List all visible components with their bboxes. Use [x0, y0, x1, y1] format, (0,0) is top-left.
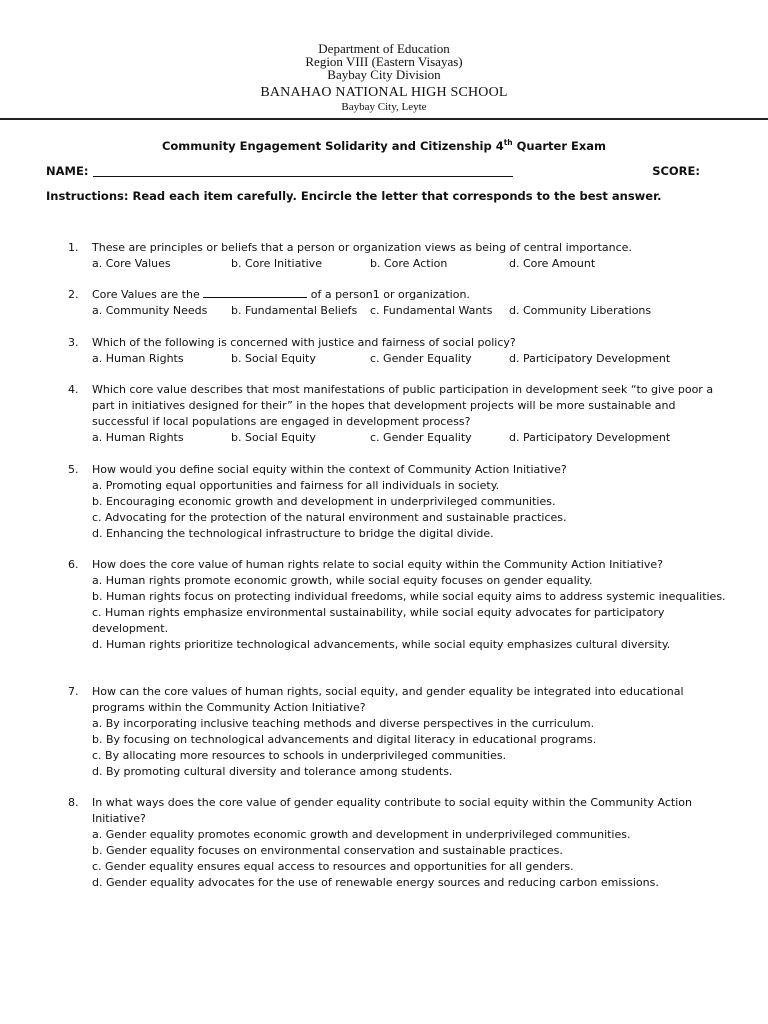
- question-number: 2.: [68, 288, 79, 301]
- question-text: How would you define social equity within the context of Community Action Initiative?: [92, 463, 567, 476]
- choices-row: [92, 256, 728, 272]
- choice-b[interactable]: b. Social Equity: [231, 431, 316, 444]
- choice-b[interactable]: b. Encouraging economic growth and development in underprivileged communities.: [92, 495, 556, 508]
- exam-title-main: Community Engagement Solidarity and Citizenship 4: [161, 138, 504, 153]
- choice-c[interactable]: c. By allocating more resources to schools in underprivileged communities.: [92, 749, 507, 762]
- name-blank-line[interactable]: [93, 176, 513, 177]
- region-line: Region VIII (Eastern Visayas): [305, 54, 463, 69]
- question-number: 3.: [68, 336, 79, 349]
- score-label: SCORE:: [652, 164, 700, 178]
- choice-d[interactable]: d. By promoting cultural diversity and tolerance among students.: [92, 765, 453, 778]
- question-4: [68, 382, 728, 446]
- question-number: 1.: [68, 241, 79, 254]
- choice-c[interactable]: b. Core Action: [370, 257, 448, 270]
- question-text-start: Core Values are the: [92, 288, 204, 301]
- question-text: These are principles or beliefs that a person or organization views as being of central importance.: [92, 241, 632, 254]
- instructions: Instructions: Read each item carefully. Encircle the letter that corresponds to the best answer.: [46, 189, 662, 203]
- question-text: How can the core values of human rights, social equity, and gender equality be integrated into educational programs within the Community Action Initiative?: [92, 685, 684, 714]
- question-text: How does the core value of human rights relate to social equity within the Community Action Initiative?: [92, 558, 663, 571]
- choice-a[interactable]: a. Community Needs: [92, 304, 208, 317]
- exam-title-end: Quarter Exam: [512, 138, 607, 153]
- question-text-end: of a person1 or organization.: [307, 288, 470, 301]
- letterhead: [0, 42, 768, 114]
- question-number: 5.: [68, 463, 79, 476]
- choice-d[interactable]: d. Participatory Development: [509, 431, 671, 444]
- question-1: [68, 240, 728, 272]
- choice-d[interactable]: d. Participatory Development: [509, 352, 671, 365]
- question-8: [68, 795, 728, 891]
- choices-row: [92, 303, 728, 319]
- question-7: [68, 684, 728, 780]
- question-number: 4.: [68, 383, 79, 396]
- choices-row: [92, 430, 728, 446]
- choice-d[interactable]: d. Human rights prioritize technological advancements, while social equity emphasizes cultural diversity.: [92, 638, 671, 651]
- exam-title-sup: th: [503, 138, 513, 147]
- choice-a[interactable]: a. Human Rights: [92, 431, 184, 444]
- choices-row: [92, 351, 728, 367]
- question-text: Which of the following is concerned with justice and fairness of social policy?: [92, 336, 516, 349]
- question-text: [92, 287, 728, 303]
- choice-d[interactable]: d. Enhancing the technological infrastructure to bridge the digital divide.: [92, 527, 494, 540]
- question-number: 8.: [68, 796, 79, 809]
- choice-c[interactable]: c. Gender Equality: [370, 352, 472, 365]
- choice-d[interactable]: d. Community Liberations: [509, 304, 652, 317]
- choice-a[interactable]: a. Core Values: [92, 257, 171, 270]
- choice-d[interactable]: d. Gender equality advocates for the use of renewable energy sources and reducing carbon emissions.: [92, 876, 659, 889]
- question-5: [68, 462, 728, 542]
- choice-a[interactable]: a. Gender equality promotes economic growth and development in underprivileged communities.: [92, 828, 631, 841]
- choice-b[interactable]: b. Social Equity: [231, 352, 316, 365]
- choice-c[interactable]: c. Fundamental Wants: [370, 304, 493, 317]
- question-2: [68, 287, 728, 319]
- choice-b[interactable]: b. Gender equality focuses on environmental conservation and sustainable practices.: [92, 844, 563, 857]
- choice-a[interactable]: a. Human Rights: [92, 352, 184, 365]
- choice-c[interactable]: c. Human rights emphasize environmental sustainability, while social equity advocates for participatory development.: [92, 606, 665, 635]
- choice-d[interactable]: d. Core Amount: [509, 257, 596, 270]
- name-label: NAME:: [46, 164, 89, 178]
- school-name: BANAHAO NATIONAL HIGH SCHOOL: [260, 85, 508, 100]
- choice-c[interactable]: c. Advocating for the protection of the natural environment and sustainable practices.: [92, 511, 567, 524]
- question-3: [68, 335, 728, 367]
- choice-b[interactable]: b. Fundamental Beliefs: [231, 304, 358, 317]
- choice-c[interactable]: c. Gender equality ensures equal access to resources and opportunities for all genders.: [92, 860, 574, 873]
- name-score-row: [46, 164, 700, 180]
- choice-a[interactable]: a. Promoting equal opportunities and fairness for all individuals in society.: [92, 479, 500, 492]
- answer-blank: [203, 287, 307, 298]
- choice-a[interactable]: a. By incorporating inclusive teaching methods and diverse perspectives in the curriculum.: [92, 717, 595, 730]
- choice-b[interactable]: b. Human rights focus on protecting individual freedoms, while social equity aims to address systemic inequalities.: [92, 590, 726, 603]
- choice-a[interactable]: a. Human rights promote economic growth, while social equity focuses on gender equality.: [92, 574, 593, 587]
- choice-c[interactable]: c. Gender Equality: [370, 431, 472, 444]
- question-text: Which core value describes that most manifestations of public participation in development seek “to give poor a part in initiatives designed for their” in the hopes that development projects will be more sustainable and successful if local populations are engaged in development process?: [92, 383, 714, 428]
- choice-b[interactable]: b. Core Initiative: [231, 257, 322, 270]
- question-number: 7.: [68, 685, 79, 698]
- header-divider: [0, 118, 768, 120]
- question-6: [68, 557, 728, 653]
- exam-title: [0, 138, 768, 153]
- school-city: Baybay City, Leyte: [341, 101, 427, 113]
- choice-b[interactable]: b. By focusing on technological advancements and digital literacy in educational programs.: [92, 733, 597, 746]
- division-line: Baybay City Division: [327, 67, 441, 82]
- question-text: In what ways does the core value of gender equality contribute to social equity within the Community Action Initiative?: [92, 796, 692, 825]
- question-number: 6.: [68, 558, 79, 571]
- department-line: Department of Education: [318, 41, 450, 56]
